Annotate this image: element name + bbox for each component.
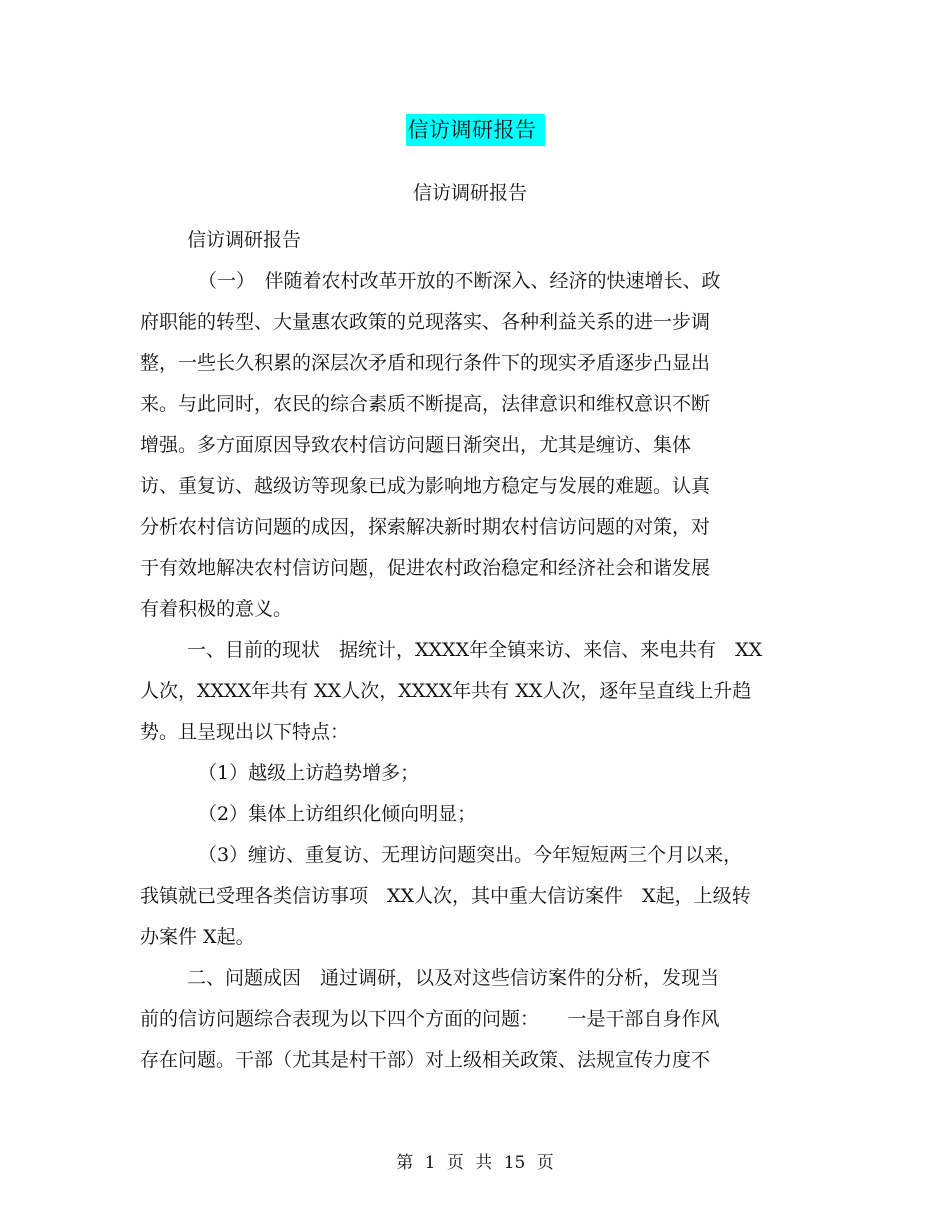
body-line: 于有效地解决农村信访问题，促进农村政治稳定和经济社会和谐发展 bbox=[140, 557, 711, 579]
body-line: 前的信访问题综合表现为以下四个方面的问题： 一是干部自身作风 bbox=[140, 1008, 720, 1030]
body-line: 势。且呈现出以下特点： bbox=[140, 721, 350, 743]
body-line: 府职能的转型、大量惠农政策的兑现落实、各种利益关系的进一步调 bbox=[140, 311, 711, 333]
list-item: （2）集体上访组织化倾向明显； bbox=[198, 803, 477, 825]
document-title: 信访调研报告 bbox=[406, 114, 545, 146]
list-item: （1）越级上访趋势增多； bbox=[198, 762, 420, 784]
body-line: 访、重复访、越级访等现象已成为影响地方稳定与发展的难题。认真 bbox=[140, 475, 711, 497]
title-container bbox=[0, 114, 950, 146]
body-line: 二、问题成因 通过调研，以及对这些信访案件的分析，发现当 bbox=[187, 967, 720, 989]
body-line: （一） 伴随着农村改革开放的不断深入、经济的快速增长、政 bbox=[198, 270, 721, 292]
body-line: 来。与此同时，农民的综合素质不断提高，法律意识和维权意识不断 bbox=[140, 393, 711, 415]
body-line: 人次，XXXX年共有 XX人次，XXXX年共有 XX人次，逐年呈直线上升趋 bbox=[140, 680, 752, 702]
body-line: 分析农村信访问题的成因，探索解决新时期农村信访问题的对策，对 bbox=[140, 516, 711, 538]
body-line: 一、目前的现状 据统计，XXXX年全镇来访、来信、来电共有 XX bbox=[187, 639, 763, 661]
body-line: 增强。多方面原因导致农村信访问题日渐突出，尤其是缠访、集体 bbox=[140, 434, 692, 456]
body-line-heading: 信访调研报告 bbox=[187, 229, 302, 251]
document-subtitle: 信访调研报告 bbox=[412, 182, 527, 204]
body-line: 有着积极的意义。 bbox=[140, 598, 293, 620]
list-item: （3）缠访、重复访、无理访问题突出。今年短短两三个月以来， bbox=[198, 844, 743, 866]
body-line: 我镇就已受理各类信访事项 XX人次，其中重大信访案件 X起，上级转 bbox=[140, 885, 751, 907]
body-line: 办案件 X起。 bbox=[140, 926, 255, 948]
body-line: 存在问题。干部（尤其是村干部）对上级相关政策、法规宣传力度不 bbox=[140, 1049, 711, 1071]
body-line: 整，一些长久积累的深层次矛盾和现行条件下的现实矛盾逐步凸显出 bbox=[140, 352, 711, 374]
document-body bbox=[140, 220, 800, 1081]
page-footer: 第 1 页 共 15 页 bbox=[396, 1153, 554, 1173]
